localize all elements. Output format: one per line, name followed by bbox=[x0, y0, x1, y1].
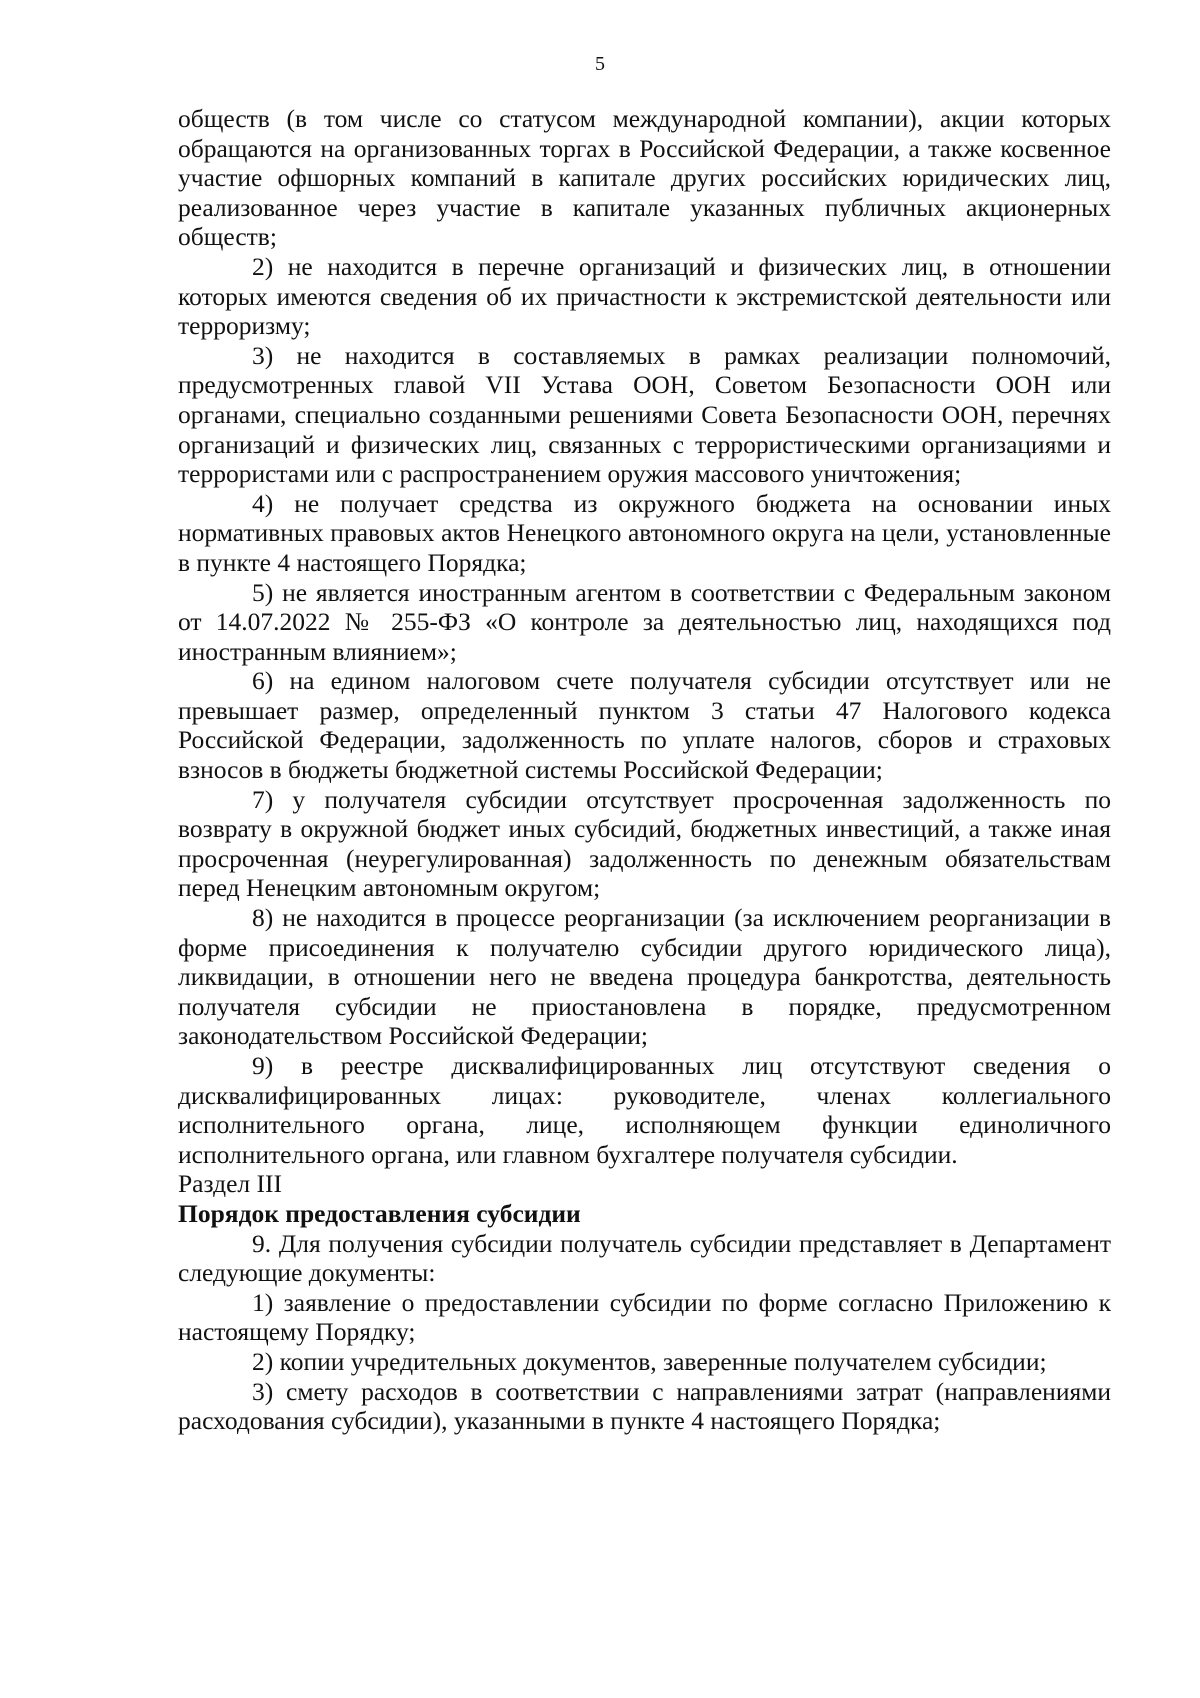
section-label: Раздел III bbox=[178, 1169, 282, 1199]
paragraph-item-8: 8) не находится в процессе реорганизации (за исключением реорганизации в форме присоединения к получателю субсидии другого юридического лица), ликвидации, в отношении него не введена процедура банкротства, деятельность получателя субсидии не приостановлена в порядке, предусмотренном законодательством Российской Федерации; bbox=[178, 903, 1111, 1051]
paragraph-item-3: 3) не находится в составляемых в рамках реализации полномочий, предусмотренных главой VII Устава ООН, Советом Безопасности ООН или органами, специально созданными решениями Совета Безопасности ООН, перечнях организаций и физических лиц, связанных с террористическими организациями и террористами или с распространением оружия массового уничтожения; bbox=[178, 340, 1111, 489]
paragraph-item-9: 9) в реестре дисквалифицированных лиц отсутствуют сведения о дисквалифицированных лицах: руководителе, членах коллегиального исполнительного органа, лице, исполняющем функции единоличного исполнительного органа, или главном бухгалтере получателя субсидии. bbox=[178, 1051, 1111, 1169]
paragraph-doc-2: 2) копии учредительных документов, заверенные получателем субсидии; bbox=[252, 1346, 1047, 1376]
paragraph-item-7: 7) у получателя субсидии отсутствует просроченная задолженность по возврату в окружной бюджет иных субсидий, бюджетных инвестиций, а также иная просроченная (неурегулированная) задолженность по денежным обязательствам перед Ненецким автономным округом; bbox=[178, 784, 1111, 903]
paragraph-item-2: 2) не находится в перечне организаций и физических лиц, в отношении которых имеются сведения об их причастности к экстремистской деятельности или терроризму; bbox=[178, 251, 1111, 341]
page-number: 5 bbox=[595, 53, 605, 75]
section-title: Порядок предоставления субсидии bbox=[178, 1198, 581, 1228]
paragraph-item-6: 6) на едином налоговом счете получателя субсидии отсутствует или не превышает размер, определенный пунктом 3 статьи 47 Налогового кодекса Российской Федерации, задолженность по уплате налогов, сборов и страховых взносов в бюджеты бюджетной системы Российской Федерации; bbox=[178, 666, 1111, 785]
paragraph-item-4: 4) не получает средства из окружного бюджета на основании иных нормативных правовых актов Ненецкого автономного округа на цели, установленные в пункте 4 настоящего Порядка; bbox=[178, 488, 1111, 577]
paragraph-doc-3: 3) смету расходов в соответствии с направлениями затрат (направлениями расходования субсидии), указанными в пункте 4 настоящего Порядка; bbox=[178, 1376, 1111, 1436]
paragraph-item-5: 5) не является иностранным агентом в соответствии с Федеральным законом от 14.07.2022 № 255-ФЗ «О контроле за деятельностью лиц, находящихся под иностранным влиянием»; bbox=[178, 577, 1111, 666]
document-body bbox=[178, 104, 1111, 1436]
paragraph-continuation: обществ (в том числе со статусом международной компании), акции которых обращаются на организованных торгах в Российской Федерации, а также косвенное участие офшорных компаний в капитале других российских юридических лиц, реализованное через участие в капитале указанных публичных акционерных обществ; bbox=[178, 104, 1111, 252]
paragraph-clause-9: 9. Для получения субсидии получатель субсидии представляет в Департамент следующие документы: bbox=[178, 1228, 1111, 1288]
paragraph-doc-1: 1) заявление о предоставлении субсидии по форме согласно Приложению к настоящему Порядку; bbox=[178, 1287, 1111, 1347]
